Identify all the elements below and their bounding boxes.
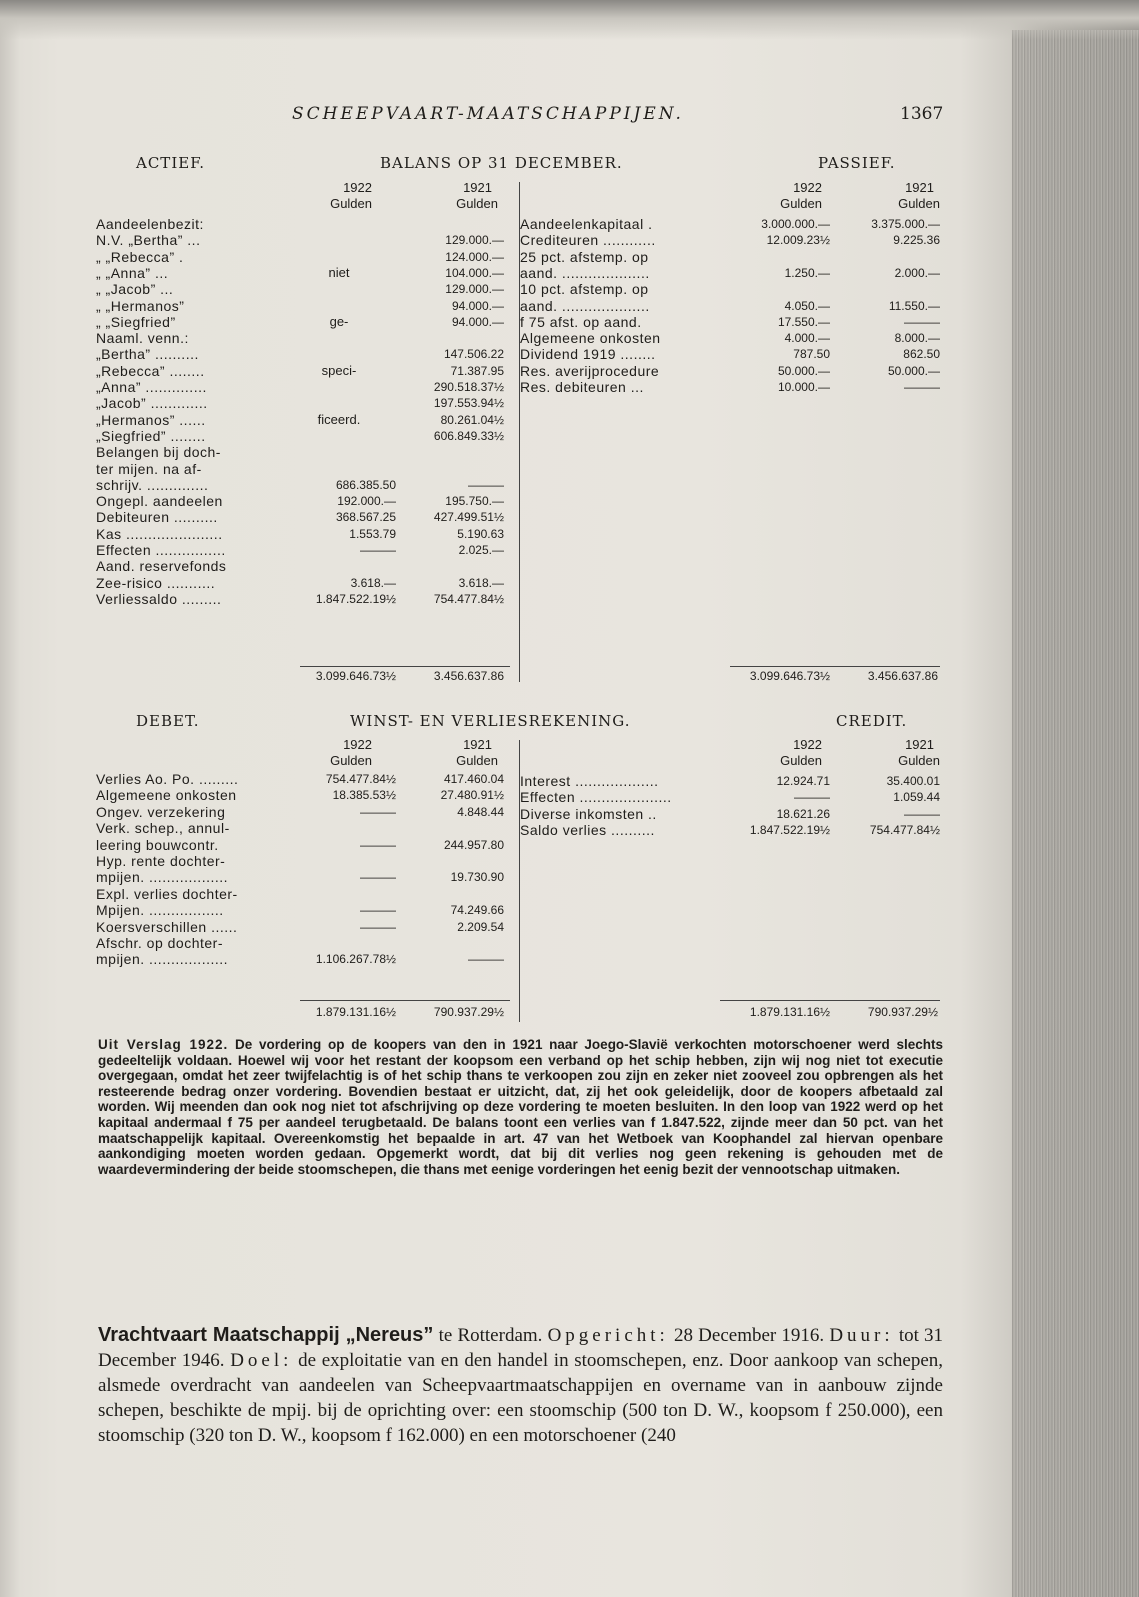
actief-row-1921: 124.000.— — [445, 249, 504, 264]
passief-unit-1922: Gulden — [780, 196, 822, 211]
passief-total-1921: 3.456.637.86 — [867, 669, 938, 683]
passief-row-1921: 2.000.— — [894, 265, 940, 280]
credit-year-1922: 1922 — [793, 737, 822, 752]
passief-row-1921: 3.375.000.— — [871, 217, 940, 231]
credit-total-1921: 790.937.29½ — [867, 1005, 938, 1019]
debet-row-1921: 19.730.90 — [450, 870, 504, 885]
actief-row-1921: 197.553.94½ — [433, 396, 504, 411]
passief-row-1922: 10.000.— — [777, 380, 830, 394]
credit-total-1922: 1.879.131.16½ — [749, 1005, 830, 1019]
debet-row-1922: ——— — [360, 837, 396, 852]
passief-row-label: aand. .................... — [520, 264, 650, 281]
actief-row-1921: 94.000.— — [451, 298, 504, 313]
actief-row-label: Naaml. venn.: — [96, 330, 189, 347]
passief-row-1922: 1.250.— — [784, 265, 830, 280]
debet-row-1922: ——— — [360, 870, 396, 885]
actief-row-label: „Bertha” .......... — [96, 346, 199, 363]
actief-row-label: schrijv. .............. — [96, 476, 209, 493]
actief-row-1921: ——— — [468, 477, 504, 492]
debet-row-label: Afschr. op dochter- — [96, 935, 224, 951]
actief-row-label: Kas ...................... — [96, 525, 223, 542]
credit-row-1922: ——— — [794, 790, 830, 805]
actief-row-label: Verliessaldo ......... — [96, 590, 222, 607]
actief-row-1922: speci- — [321, 362, 357, 378]
actief-row-1922: niet — [328, 264, 350, 280]
nereus-place: te Rotterdam. — [438, 1325, 543, 1346]
debet-row-label: Koersverschillen ...... — [96, 918, 238, 935]
actief-year-1922: 1922 — [343, 180, 372, 195]
debet-unit-1922: Gulden — [330, 753, 372, 768]
actief-row-1921: 71.387.95 — [450, 363, 504, 378]
credit-row-label: Effecten ..................... — [520, 789, 672, 806]
credit-total-rule — [720, 1000, 940, 1001]
credit-row-1922: 12.924.71 — [776, 774, 830, 788]
actief-total-rule — [300, 666, 510, 667]
credit-label: CREDIT. — [836, 712, 908, 730]
nereus-duur-label: Duur: — [829, 1325, 894, 1346]
debet-row-label: Hyp. rente dochter- — [96, 853, 226, 869]
credit-row-label: Diverse inkomsten .. — [520, 805, 657, 822]
debet-label: DEBET. — [136, 712, 200, 730]
actief-row-1921: 104.000.— — [445, 265, 504, 280]
debet-total-1921: 790.937.29½ — [433, 1005, 504, 1019]
actief-row-label: „ „Hermanos” — [96, 297, 185, 314]
debet-year-1922: 1922 — [343, 737, 372, 752]
passief-row-1922: 787.50 — [793, 347, 830, 362]
debet-row-1922: ——— — [360, 804, 396, 819]
debet-row-label: leering bouwcontr. — [96, 836, 219, 853]
actief-total-1921: 3.456.637.86 — [433, 669, 504, 683]
nereus-doel-label: Doel: — [230, 1350, 293, 1371]
passief-row-1922: 50.000.— — [777, 363, 830, 378]
actief-row-label: Effecten ................ — [96, 542, 226, 558]
actief-row-label: „ „Jacob” ... — [96, 281, 174, 298]
debet-row-1921: 244.957.80 — [443, 837, 504, 852]
debet-row-1922: ——— — [360, 919, 396, 934]
actief-row-label: Debiteuren .......... — [96, 509, 218, 526]
passief-year-1922: 1922 — [793, 180, 822, 195]
passief-row-label: Dividend 1919 ........ — [520, 346, 656, 363]
actief-row-label: Belangen bij doch- — [96, 444, 221, 461]
actief-row-label: ter mijen. na af- — [96, 460, 202, 477]
passief-label: PASSIEF. — [818, 154, 896, 172]
passief-row-label: Res. debiteuren ... — [520, 379, 644, 395]
actief-unit-1922: Gulden — [330, 196, 372, 211]
debet-row-1922: 18.385.53½ — [332, 788, 396, 803]
verslag-text: De vordering op de koopers van den in 1921 naar Joego-Slavië verkochten motorschoener werd slechts gedeeltelijk voldaan. Hoewel wij voor het restant der koopsom een verband op het schip hebben, zijn wij nog niet tot executie overgegaan, omdat het zeer twijfelachtig is of het schip thans te verkoopen zou zijn en zeker niet zooveel zou opbrengen als het resteerende bedrag onzer vordering. Bovendien bestaat er uitzicht, dat, zij het ook geleidelijk, door de koopers afbetaald zal worden. Wij meenden dan ook nog niet tot afschrijving op deze vordering te moeten besluiten. In den loop van 1922 werd op het kapitaal andermaal f 75 per aandeel terugbetaald. De balans toont een verlies van f 1.847.522, zijnde meer dan 50 pct. van het maatschappelijk kapitaal. Overeenkomstig het bepaalde in art. 47 van het Wetboek van Koophandel zal hiervan openbare aankondiging moeten worden gedaan. Opgemerkt wordt, dat bij dit verlies nog geen rekening is gehouden met de waardevermindering der beide stoomschepen, die thans met eenige vorderingen het eenig bezit der vennootschap uitmaken. — [98, 1037, 943, 1177]
passief-row-label: Crediteuren ............ — [520, 232, 656, 249]
actief-row-1922: ——— — [360, 543, 396, 557]
passief-row-1922: 17.550.— — [777, 314, 830, 329]
debet-total-1922: 1.879.131.16½ — [315, 1005, 396, 1019]
nereus-name: Vrachtvaart Maatschappij „Nereus” — [98, 1324, 434, 1346]
actief-row-1921: 754.477.84½ — [433, 591, 504, 606]
passief-row-label: Aandeelenkapitaal . — [520, 216, 653, 232]
credit-row-label: Saldo verlies .......... — [520, 822, 655, 839]
nereus-opgericht: 28 December 1916. — [674, 1325, 825, 1346]
actief-row-1921: 290.518.37½ — [433, 380, 504, 394]
actief-row-label: „Hermanos” ...... — [96, 411, 206, 428]
actief-row-label: „ „Siegfried” — [96, 313, 176, 330]
credit-row-label: Interest ................... — [520, 773, 659, 789]
debet-row-1922: 754.477.84½ — [325, 772, 396, 786]
debet-row-1921: 27.480.91½ — [440, 788, 504, 803]
passief-row-1922: 12.009.23½ — [766, 233, 830, 248]
page-number: 1367 — [900, 104, 944, 124]
credit-row-1922: 1.847.522.19½ — [749, 823, 830, 838]
passief-row-1921: 8.000.— — [894, 331, 940, 346]
passief-row-1921: ——— — [904, 314, 940, 329]
passief-row-1921: 50.000.— — [887, 363, 940, 378]
debet-row-label: mpijen. .................. — [96, 869, 229, 886]
actief-row-1922: 192.000.— — [337, 494, 396, 509]
debet-row-1922: 1.106.267.78½ — [315, 952, 396, 967]
verslag-paragraph — [98, 1037, 943, 1177]
actief-label: ACTIEF. — [136, 154, 206, 172]
passief-row-1922: 4.050.— — [784, 298, 830, 313]
credit-row-1922: 18.621.26 — [776, 806, 830, 821]
actief-row-1921: 2.025.— — [458, 543, 504, 557]
credit-row-1921: 1.059.44 — [893, 790, 940, 805]
passief-unit-1921: Gulden — [898, 196, 940, 211]
actief-row-label: Aandeelenbezit: — [96, 216, 204, 232]
passief-row-label: Algemeene onkosten — [520, 330, 661, 347]
debet-row-label: Verk. schep., annul- — [96, 820, 230, 837]
debet-row-label: mpijen. .................. — [96, 951, 229, 968]
debet-row-label: Mpijen. ................. — [96, 902, 224, 919]
actief-row-label: Zee-risico ........... — [96, 574, 216, 591]
balans-title: BALANS OP 31 DECEMBER. — [380, 154, 623, 172]
debet-row-label: Verlies Ao. Po. ......... — [96, 771, 239, 787]
actief-row-label: „Rebecca” ........ — [96, 362, 205, 379]
nereus-entry — [98, 1323, 943, 1448]
credit-unit-1921: Gulden — [898, 753, 940, 768]
winst-title: WINST- EN VERLIESREKENING. — [350, 712, 631, 730]
debet-row-1921: ——— — [468, 952, 504, 967]
actief-row-label: „Siegfried” ........ — [96, 427, 206, 444]
actief-row-1921: 129.000.— — [445, 282, 504, 297]
passief-row-1921: ——— — [904, 380, 940, 394]
actief-row-1921: 147.506.22 — [443, 347, 504, 362]
actief-row-1922: ge- — [329, 313, 349, 329]
passief-row-label: f 75 afst. op aand. — [520, 313, 642, 330]
passief-row-label: 10 pct. afstemp. op — [520, 281, 649, 298]
actief-row-1921: 80.261.04½ — [440, 412, 504, 427]
actief-row-label: Aand. reservefonds — [96, 558, 227, 575]
credit-row-1921: 35.400.01 — [886, 774, 940, 788]
actief-row-label: Ongepl. aandeelen — [96, 493, 223, 510]
actief-row-1921: 427.499.51½ — [433, 510, 504, 525]
debet-row-label: Ongev. verzekering — [96, 803, 226, 820]
page-edge-stack — [1012, 30, 1139, 1597]
actief-row-1921: 606.849.33½ — [433, 428, 504, 443]
actief-row-1921: 3.618.— — [458, 575, 504, 590]
nereus-duur: tot 31 December 1946. — [98, 1325, 944, 1371]
actief-row-1922: 686.385.50 — [335, 477, 396, 492]
actief-row-1921: 5.190.63 — [457, 526, 504, 541]
actief-row-label: „Jacob” ............. — [96, 395, 208, 412]
actief-row-label: „ „Rebecca” . — [96, 248, 184, 265]
debet-unit-1921: Gulden — [456, 753, 498, 768]
passief-row-label: Res. averijprocedure — [520, 362, 660, 379]
debet-total-rule — [300, 1000, 510, 1001]
passief-row-1921: 11.550.— — [888, 298, 940, 313]
actief-row-1921: 94.000.— — [451, 314, 504, 329]
debet-row-1921: 4.848.44 — [457, 804, 504, 819]
passief-total-1922: 3.099.646.73½ — [749, 669, 830, 683]
passief-row-1921: 9.225.36 — [893, 233, 940, 248]
actief-row-1922: 368.567.25 — [335, 510, 396, 525]
running-title: SCHEEPVAART-MAATSCHAPPIJEN. — [292, 104, 684, 124]
credit-row-1921: ——— — [904, 806, 940, 821]
actief-row-label: „ „Anna” ... — [96, 264, 169, 281]
credit-year-1921: 1921 — [905, 737, 934, 752]
actief-row-1922: 3.618.— — [350, 575, 396, 590]
actief-row-label: N.V. „Bertha” ... — [96, 232, 201, 249]
actief-year-1921: 1921 — [463, 180, 492, 195]
actief-row-1921: 195.750.— — [445, 494, 504, 509]
actief-total-1922: 3.099.646.73½ — [315, 669, 396, 683]
debet-row-label: Expl. verlies dochter- — [96, 885, 238, 902]
debet-row-1921: 417.460.04 — [443, 772, 504, 786]
debet-row-label: Algemeene onkosten — [96, 787, 237, 804]
passief-row-1922: 4.000.— — [784, 331, 830, 346]
passief-row-label: aand. .................... — [520, 297, 650, 314]
credit-unit-1922: Gulden — [780, 753, 822, 768]
debet-row-1922: ——— — [360, 903, 396, 918]
actief-row-1922: 1.847.522.19½ — [315, 591, 396, 606]
actief-row-1922: ficeerd. — [317, 411, 361, 427]
verslag-lead: Uit Verslag 1922. — [98, 1037, 229, 1052]
passief-total-rule — [730, 666, 940, 667]
actief-row-1921: 129.000.— — [445, 233, 504, 248]
passief-row-1921: 862.50 — [903, 347, 940, 362]
passief-row-1922: 3.000.000.— — [761, 217, 830, 231]
nereus-doel: de exploitatie van en den handel in stoomschepen, enz. Door aankoop van schepen, alsmede overdracht van aandeelen van Scheepvaartmaatschappijen en overname van in aanbouw zijnde schepen, beschikte de mpij. bij de oprichting over: een stoomschip (500 ton D. W., koopsom f 250.000), een stoomschip (320 ton D. W., koopsom f 162.000) en een motorschoener (240 — [98, 1350, 943, 1446]
actief-unit-1921: Gulden — [456, 196, 498, 211]
debet-row-1921: 2.209.54 — [457, 919, 504, 934]
debet-row-1921: 74.249.66 — [450, 903, 504, 918]
actief-row-1922: 1.553.79 — [349, 526, 396, 541]
credit-row-1921: 754.477.84½ — [869, 823, 940, 838]
passief-row-label: 25 pct. afstemp. op — [520, 248, 649, 265]
passief-year-1921: 1921 — [905, 180, 934, 195]
actief-row-label: „Anna” .............. — [96, 379, 207, 395]
nereus-opgericht-label: Opgericht: — [547, 1325, 669, 1346]
debet-year-1921: 1921 — [463, 737, 492, 752]
